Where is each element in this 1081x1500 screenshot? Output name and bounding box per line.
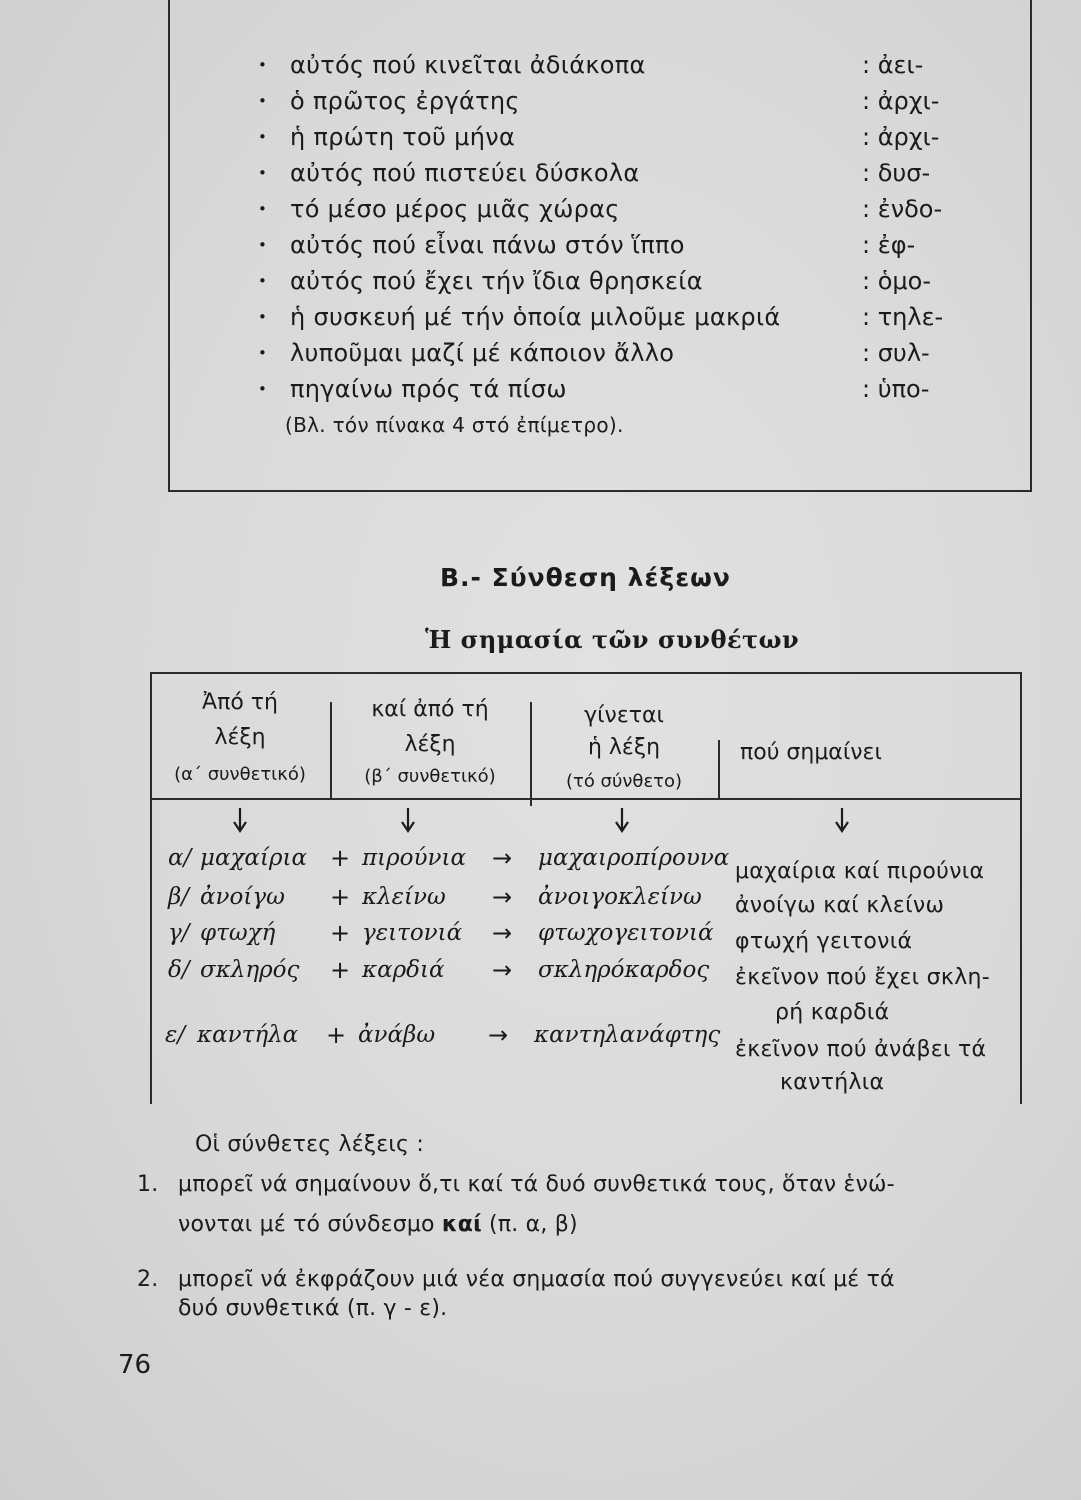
second-component: πιρούνια bbox=[362, 845, 467, 871]
exercise-item bbox=[258, 371, 958, 407]
header-divider bbox=[150, 798, 1020, 800]
exercise-phrase: ὁ πρῶτος ἐργάτης bbox=[290, 87, 520, 115]
row-label: γ/ bbox=[168, 920, 190, 946]
compound-word: καντηλανάφτης bbox=[534, 1022, 721, 1048]
bullet: • bbox=[258, 92, 267, 110]
rule-number: 1. bbox=[137, 1172, 159, 1197]
result-arrow: → bbox=[492, 956, 513, 984]
second-component: γειτονιά bbox=[362, 920, 463, 946]
exercise-prefix: : ὁμο- bbox=[862, 267, 932, 295]
meaning: ἐκεῖνον πού ἀνάβει τά bbox=[735, 1037, 987, 1062]
rule-number: 2. bbox=[137, 1267, 159, 1292]
header-col1-line2: λέξη bbox=[214, 725, 266, 750]
bullet: • bbox=[258, 56, 267, 74]
header-col3-line3: (τό σύνθετο) bbox=[565, 771, 683, 792]
plus-sign: + bbox=[330, 883, 351, 911]
rule-text-part: νονται μέ τό σύνδεσμο bbox=[178, 1212, 435, 1237]
exercise-phrase: πηγαίνω πρός τά πίσω bbox=[290, 375, 567, 403]
down-arrow-icon bbox=[834, 806, 850, 834]
first-component: ἀνοίγω bbox=[200, 884, 285, 910]
compound-word: ἀνοιγοκλείνω bbox=[538, 884, 702, 910]
plus-sign: + bbox=[326, 1021, 347, 1049]
meaning-continued: καντήλια bbox=[780, 1070, 885, 1095]
meaning: ἀνοίγω καί κλείνω bbox=[735, 893, 945, 918]
exercise-item bbox=[258, 227, 958, 263]
exercise-item bbox=[258, 299, 958, 335]
exercise-item bbox=[258, 83, 958, 119]
down-arrow-icon bbox=[232, 806, 248, 834]
exercise-prefix: : δυσ- bbox=[862, 159, 931, 187]
exercise-prefix: : ὑπο- bbox=[862, 375, 930, 403]
exercise-phrase: αὐτός πού πιστεύει δύσκολα bbox=[290, 159, 640, 187]
first-component: σκληρός bbox=[200, 957, 300, 983]
rules-intro: Οἱ σύνθετες λέξεις : bbox=[195, 1132, 424, 1157]
rule-keyword: καί bbox=[441, 1212, 482, 1237]
compound-word: φτωχογειτονιά bbox=[538, 920, 714, 946]
result-arrow: → bbox=[492, 919, 513, 947]
exercise-phrase: ἡ συσκευή μέ τήν ὁποία μιλοῦμε μακριά bbox=[290, 303, 781, 331]
first-component: φτωχή bbox=[200, 920, 276, 946]
exercise-item bbox=[258, 263, 958, 299]
section-title: Β.- Σύνθεση λέξεων bbox=[440, 563, 731, 592]
row-label: β/ bbox=[168, 884, 190, 910]
bullet: • bbox=[258, 164, 267, 182]
exercise-phrase: λυποῦμαι μαζί μέ κάποιον ἄλλο bbox=[290, 339, 675, 367]
bullet: • bbox=[258, 128, 267, 146]
header-col1-line1: Ἀπό τή bbox=[202, 690, 278, 715]
second-component: ἀνάβω bbox=[358, 1022, 436, 1048]
row-label: α/ bbox=[168, 845, 192, 871]
exercise-item bbox=[258, 119, 958, 155]
plus-sign: + bbox=[330, 844, 351, 872]
bullet: • bbox=[258, 236, 267, 254]
compound-word: μαχαιροπίρουνα bbox=[538, 845, 730, 871]
column-divider bbox=[718, 740, 720, 800]
exercise-item bbox=[258, 155, 958, 191]
exercise-prefix: : τηλε- bbox=[862, 303, 944, 331]
row-label: ε/ bbox=[165, 1022, 186, 1048]
down-arrow-icon bbox=[400, 806, 416, 834]
compound-word: σκληρόκαρδος bbox=[538, 957, 710, 983]
header-col2-line2: λέξη bbox=[404, 732, 456, 757]
bullet: • bbox=[258, 272, 267, 290]
header-col2-line1: καί ἀπό τή bbox=[371, 697, 489, 722]
meaning: ἐκεῖνον πού ἔχει σκλη- bbox=[735, 965, 990, 990]
plus-sign: + bbox=[330, 919, 351, 947]
bullet: • bbox=[258, 200, 267, 218]
header-col3-line2: ἡ λέξη bbox=[587, 735, 661, 760]
exercise-note: (Βλ. τόν πίνακα 4 στό ἐπίμετρο). bbox=[285, 413, 624, 437]
down-arrow-icon bbox=[614, 806, 630, 834]
exercise-phrase: τό μέσο μέρος μιᾶς χώρας bbox=[290, 195, 620, 223]
page-number: 76 bbox=[118, 1350, 152, 1380]
rule-text-part: (π. α, β) bbox=[489, 1212, 578, 1237]
exercise-phrase: αὐτός πού ἔχει τήν ἴδια θρησκεία bbox=[290, 267, 703, 295]
exercise-prefix: : συλ- bbox=[862, 339, 930, 367]
meaning: φτωχή γειτονιά bbox=[735, 929, 913, 954]
header-col1-line3: (α΄ συνθετικό) bbox=[174, 764, 306, 785]
exercise-item bbox=[258, 47, 958, 83]
exercise-prefix: : ἀρχι- bbox=[862, 87, 940, 115]
exercise-item bbox=[258, 191, 958, 227]
exercise-phrase: ἡ πρώτη τοῦ μήνα bbox=[290, 123, 516, 151]
rule-text: μπορεῖ νά σημαίνουν ὅ,τι καί τά δυό συνθετικά τους, ὅταν ἑνώ- bbox=[178, 1172, 895, 1197]
rule-text-continued: δυό συνθετικά (π. γ - ε). bbox=[178, 1296, 448, 1321]
row-label: δ/ bbox=[168, 957, 190, 983]
rule-text-continued bbox=[178, 1208, 578, 1242]
meaning: μαχαίρια καί πιρούνια bbox=[735, 859, 985, 884]
result-arrow: → bbox=[488, 1021, 509, 1049]
exercise-prefix: : ἀει- bbox=[862, 51, 924, 79]
exercise-item bbox=[258, 335, 958, 371]
header-col3-line1: γίνεται bbox=[584, 703, 664, 728]
meaning-continued: ρή καρδιά bbox=[775, 1000, 890, 1025]
header-col2-line3: (β΄ συνθετικό) bbox=[364, 766, 496, 787]
exercise-phrase: αὐτός πού κινεῖται ἀδιάκοπα bbox=[290, 51, 646, 79]
first-component: μαχαίρια bbox=[200, 845, 308, 871]
bullet: • bbox=[258, 344, 267, 362]
second-component: κλείνω bbox=[362, 884, 446, 910]
second-component: καρδιά bbox=[362, 957, 445, 983]
result-arrow: → bbox=[492, 844, 513, 872]
plus-sign: + bbox=[330, 956, 351, 984]
result-arrow: → bbox=[492, 883, 513, 911]
exercise-phrase: αὐτός πού εἶναι πάνω στόν ἵππο bbox=[290, 231, 685, 259]
section-subtitle: Ἡ σημασία τῶν συνθέτων bbox=[425, 625, 800, 654]
rule-text: μπορεῖ νά ἐκφράζουν μιά νέα σημασία πού συγγενεύει καί μέ τά bbox=[178, 1267, 895, 1292]
exercise-prefix: : ἀρχι- bbox=[862, 123, 940, 151]
first-component: καντήλα bbox=[197, 1022, 299, 1048]
bullet: • bbox=[258, 380, 267, 398]
exercise-prefix: : ἐνδο- bbox=[862, 195, 943, 223]
exercise-prefix: : ἐφ- bbox=[862, 231, 916, 259]
header-col4: πού σημαίνει bbox=[740, 740, 882, 765]
bullet: • bbox=[258, 308, 267, 326]
